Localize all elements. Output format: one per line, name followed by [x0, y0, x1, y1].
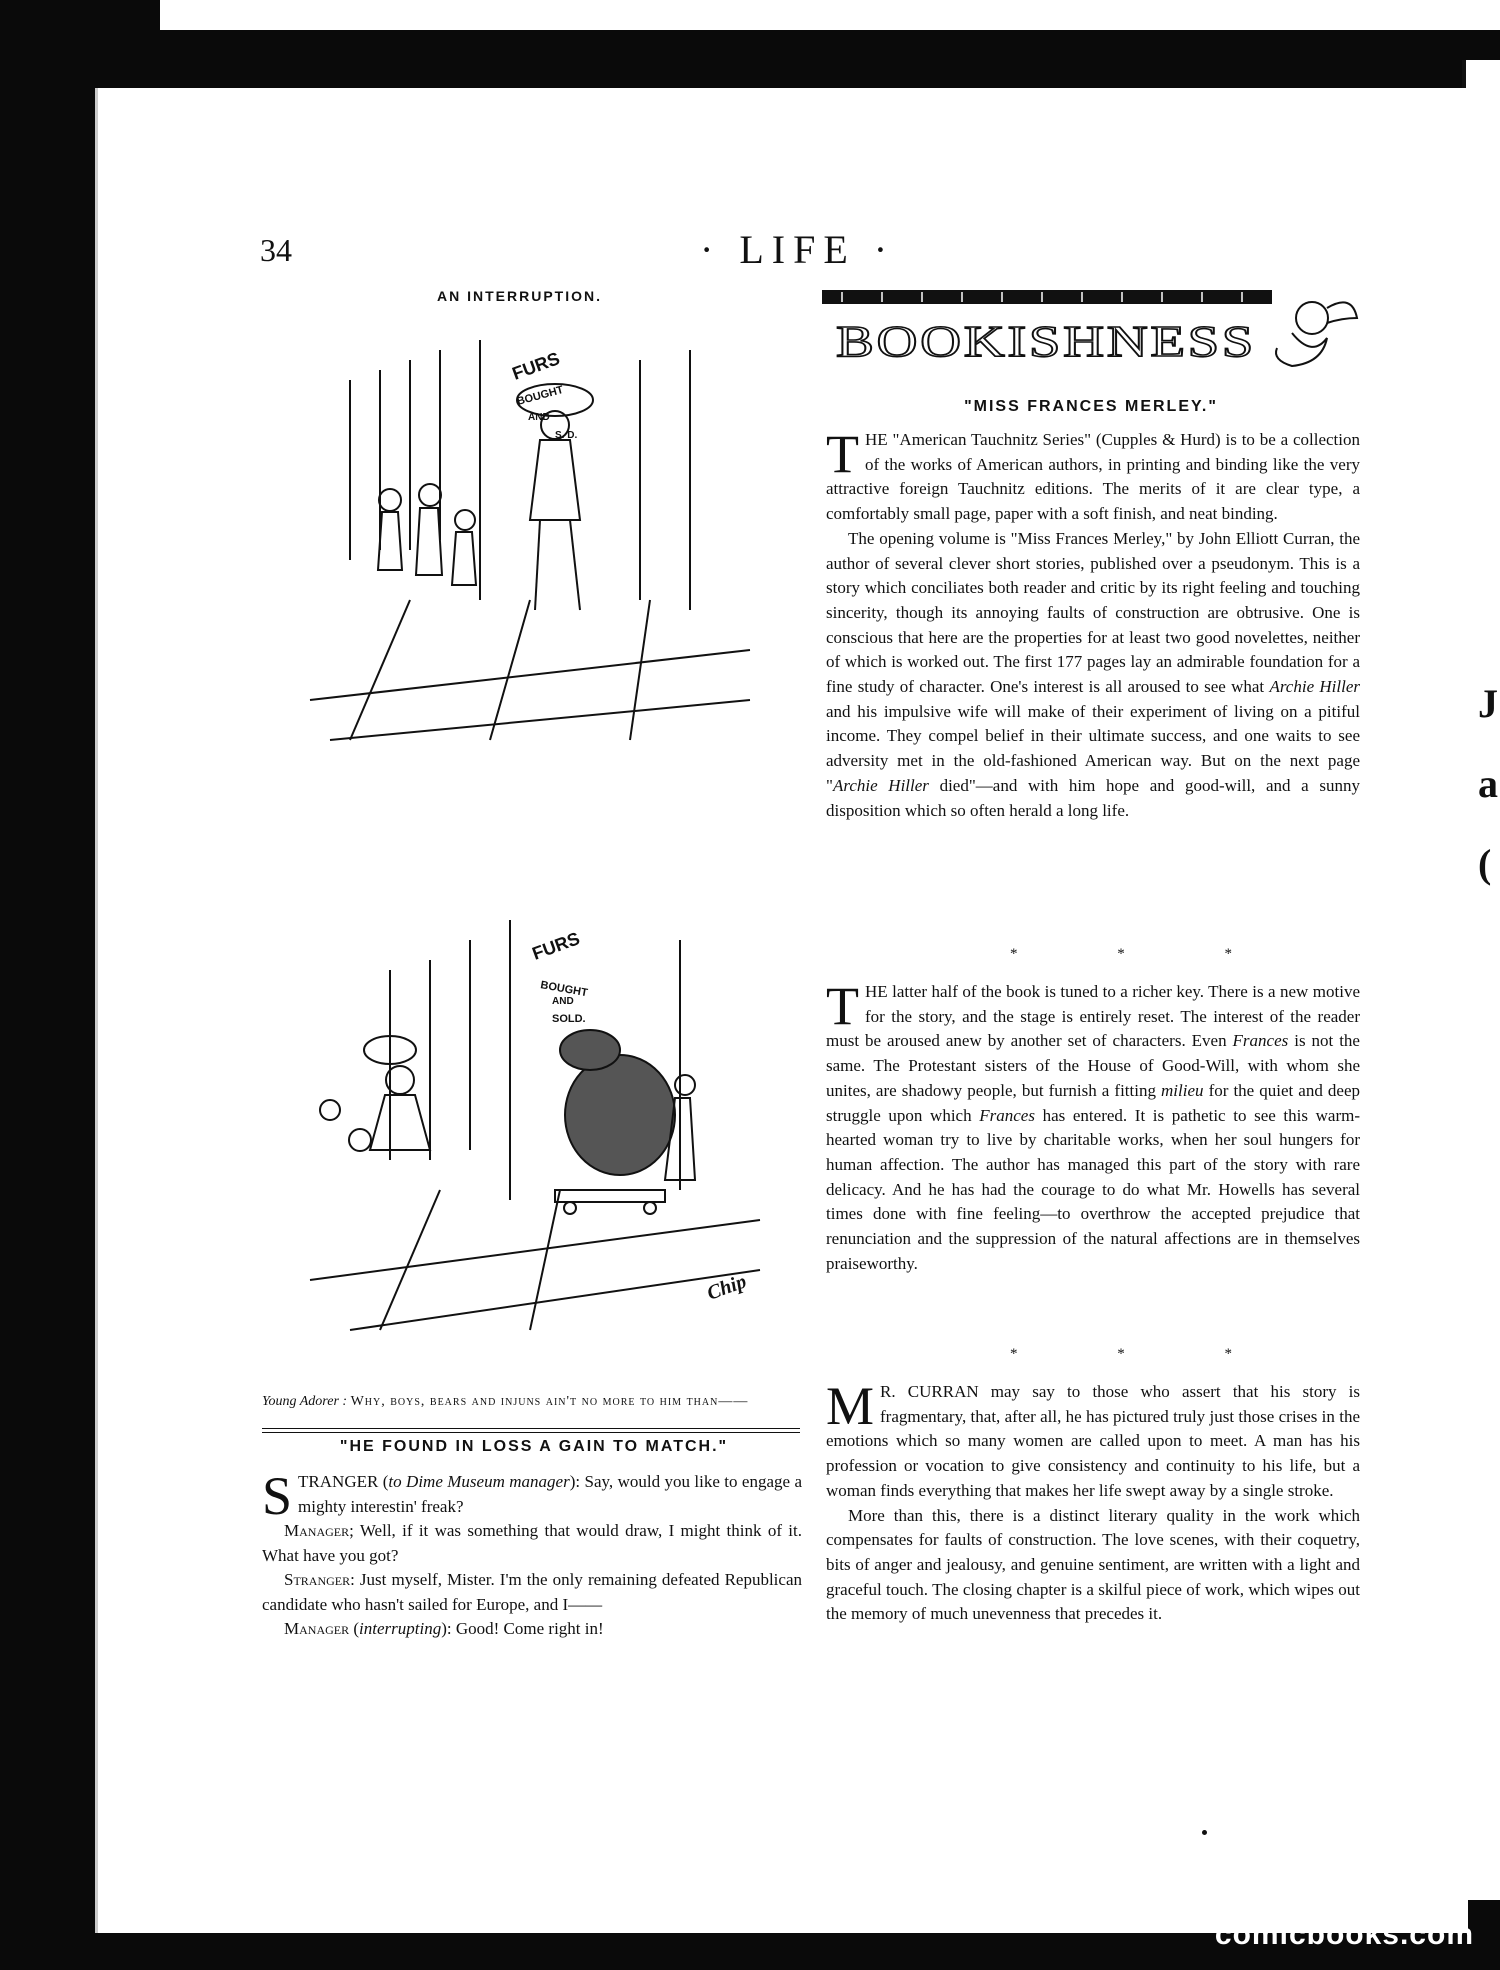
right-article-title: "MISS FRANCES MERLEY.": [964, 398, 1218, 415]
left-para-2: Manager; Well, if it was something that would draw, I might think of it. What have you got?: [262, 1521, 802, 1565]
left-para-3: Stranger: Just myself, Mister. I'm the only remaining defeated Republican candidate who hasn't sailed for Europe, and I——: [262, 1570, 802, 1614]
caption-text: Why, boys, bears and injuns ain't no more to him than——: [350, 1394, 749, 1409]
sign-a-line-2: BOUGHT: [515, 383, 565, 408]
sign-b-line-4: SOLD.: [552, 1013, 586, 1025]
right-article-section-2: [826, 976, 1360, 1276]
watermark: comicbooks.com: [1214, 1918, 1474, 1951]
left-para-1: STRANGER (to Dime Museum manager): Say, would you like to engage a mighty interestin' freak?: [262, 1466, 802, 1526]
artist-signature: Chip: [704, 1270, 750, 1305]
right-para-5: More than this, there is a distinct literary quality in the work which compensates for faults of construction. The love scenes, with their coquetry, bits of anger and jealousy, and genuine sentiment, are written with a light and graceful touch. The closing chapter is a skilful piece of work, which wipes out the memory of much unevenness that precedes it.: [826, 1505, 1360, 1624]
stray-ink-dot: [1202, 1830, 1207, 1835]
cartoon-title: AN INTERRUPTION.: [437, 288, 602, 304]
cartoon-panel-top: [290, 320, 760, 760]
drop-cap-t-2: T: [826, 976, 859, 1036]
cherub-ornament: [1276, 302, 1357, 366]
cartoon-caption: Young Adorer : Why, boys, bears and injuns ain't no more to him than——: [262, 1394, 749, 1409]
section-separator-2: * * *: [1010, 1346, 1280, 1362]
section-separator-1: * * *: [1010, 946, 1280, 962]
sign-b-line-2: BOUGHT: [539, 979, 589, 1000]
right-para-1: THE "American Tauchnitz Series" (Cupples & Hurd) is to be a collection of the works of American authors, in printing and binding like the very attractive foreign Tauchnitz editions. The merits of it are clear type, a comfortably small page, paper with a soft finish, and neat binding.: [826, 424, 1360, 524]
right-article-section-1: [826, 424, 1361, 823]
masthead-title: · LIFE ·: [700, 227, 896, 272]
cartoon-panel-bottom: [290, 900, 770, 1340]
left-article-body: [262, 1466, 802, 1642]
left-para-4: Manager (interrupting): Good! Come right in!: [284, 1619, 604, 1638]
divider-rule-2: [262, 1432, 800, 1433]
drop-cap-s: S: [262, 1466, 293, 1526]
sign-b-line-1: FURS: [529, 928, 583, 964]
sign-a-line-4: S. D.: [555, 430, 578, 441]
sign-a-line-1: FURS: [509, 348, 563, 384]
adjacent-page-edge: J a (: [1462, 60, 1500, 1900]
divider-rule-1: [262, 1428, 800, 1429]
left-article-title: "HE FOUND IN LOSS A GAIN TO MATCH.": [339, 1438, 729, 1455]
section-banner-title: BOOKISHNESS: [836, 317, 1256, 366]
page-number: 34: [260, 232, 292, 268]
drop-cap-t: T: [826, 424, 859, 484]
top-page-strip: [160, 0, 1500, 30]
drop-cap-m: M: [826, 1376, 875, 1436]
right-para-4: M R. CURRAN may say to those who assert that his story is fragmentary, that, after all, he has pictured truly just those crises in the emotions which so many women are called upon to meet. A man has his profession or vocation to give consistency and continuity to his life, but a woman finds everything that makes her life swept away by a single stroke.: [826, 1376, 1360, 1500]
sign-b-line-3: AND: [552, 996, 574, 1007]
right-article-section-3: [826, 1376, 1360, 1627]
bookishness-banner: [822, 288, 1360, 374]
sign-a-line-3: AND: [528, 412, 550, 423]
right-para-2: The opening volume is "Miss Frances Merley," by John Elliott Curran, the author of several clever short stories, published over a pseudonym. This is a story which conciliates both reader and critic by its right feeling and touching sincerity, though its annoying faults of construction are obtrusive. One is conscious that here are the properties for at least two good novelettes, neither of which is worked out. The first 177 pages lay an admirable foundation for a fine study of character. One's interest is all aroused to see what Archie Hiller and his impulsive wife will make of their experiment of living on a pitiful income. They compel belief in their ultimate success, and one waits to see adversity met in the old-fashioned American way. But on the next page "Archie Hiller died"—and with him hope and good-will, and a sunny disposition which so often herald a long life.: [826, 528, 1361, 820]
right-para-3: THE latter half of the book is tuned to a richer key. There is a new motive for the story, and the stage is entirely reset. The interest of the reader must be aroused anew by another set of characters. Even Frances is not the same. The Protestant sisters of the House of Good-Will, with whom she unites, are shadowy people, but furnish a fitting milieu for the quiet and deep struggle upon which Frances has entered. It is pathetic to see this warm-hearted woman try to live by charitable works, when her soul hungers for human affection. The author has managed this part of the story with rare delicacy. And he has had the courage to do what Mr. Howells has several times done with fine feeling—to overthrow the accepted prejudice that renunciation and the suppression of the natural affections are in themselves praiseworthy.: [826, 976, 1360, 1273]
caption-speaker: Young Adorer: [262, 1394, 339, 1409]
